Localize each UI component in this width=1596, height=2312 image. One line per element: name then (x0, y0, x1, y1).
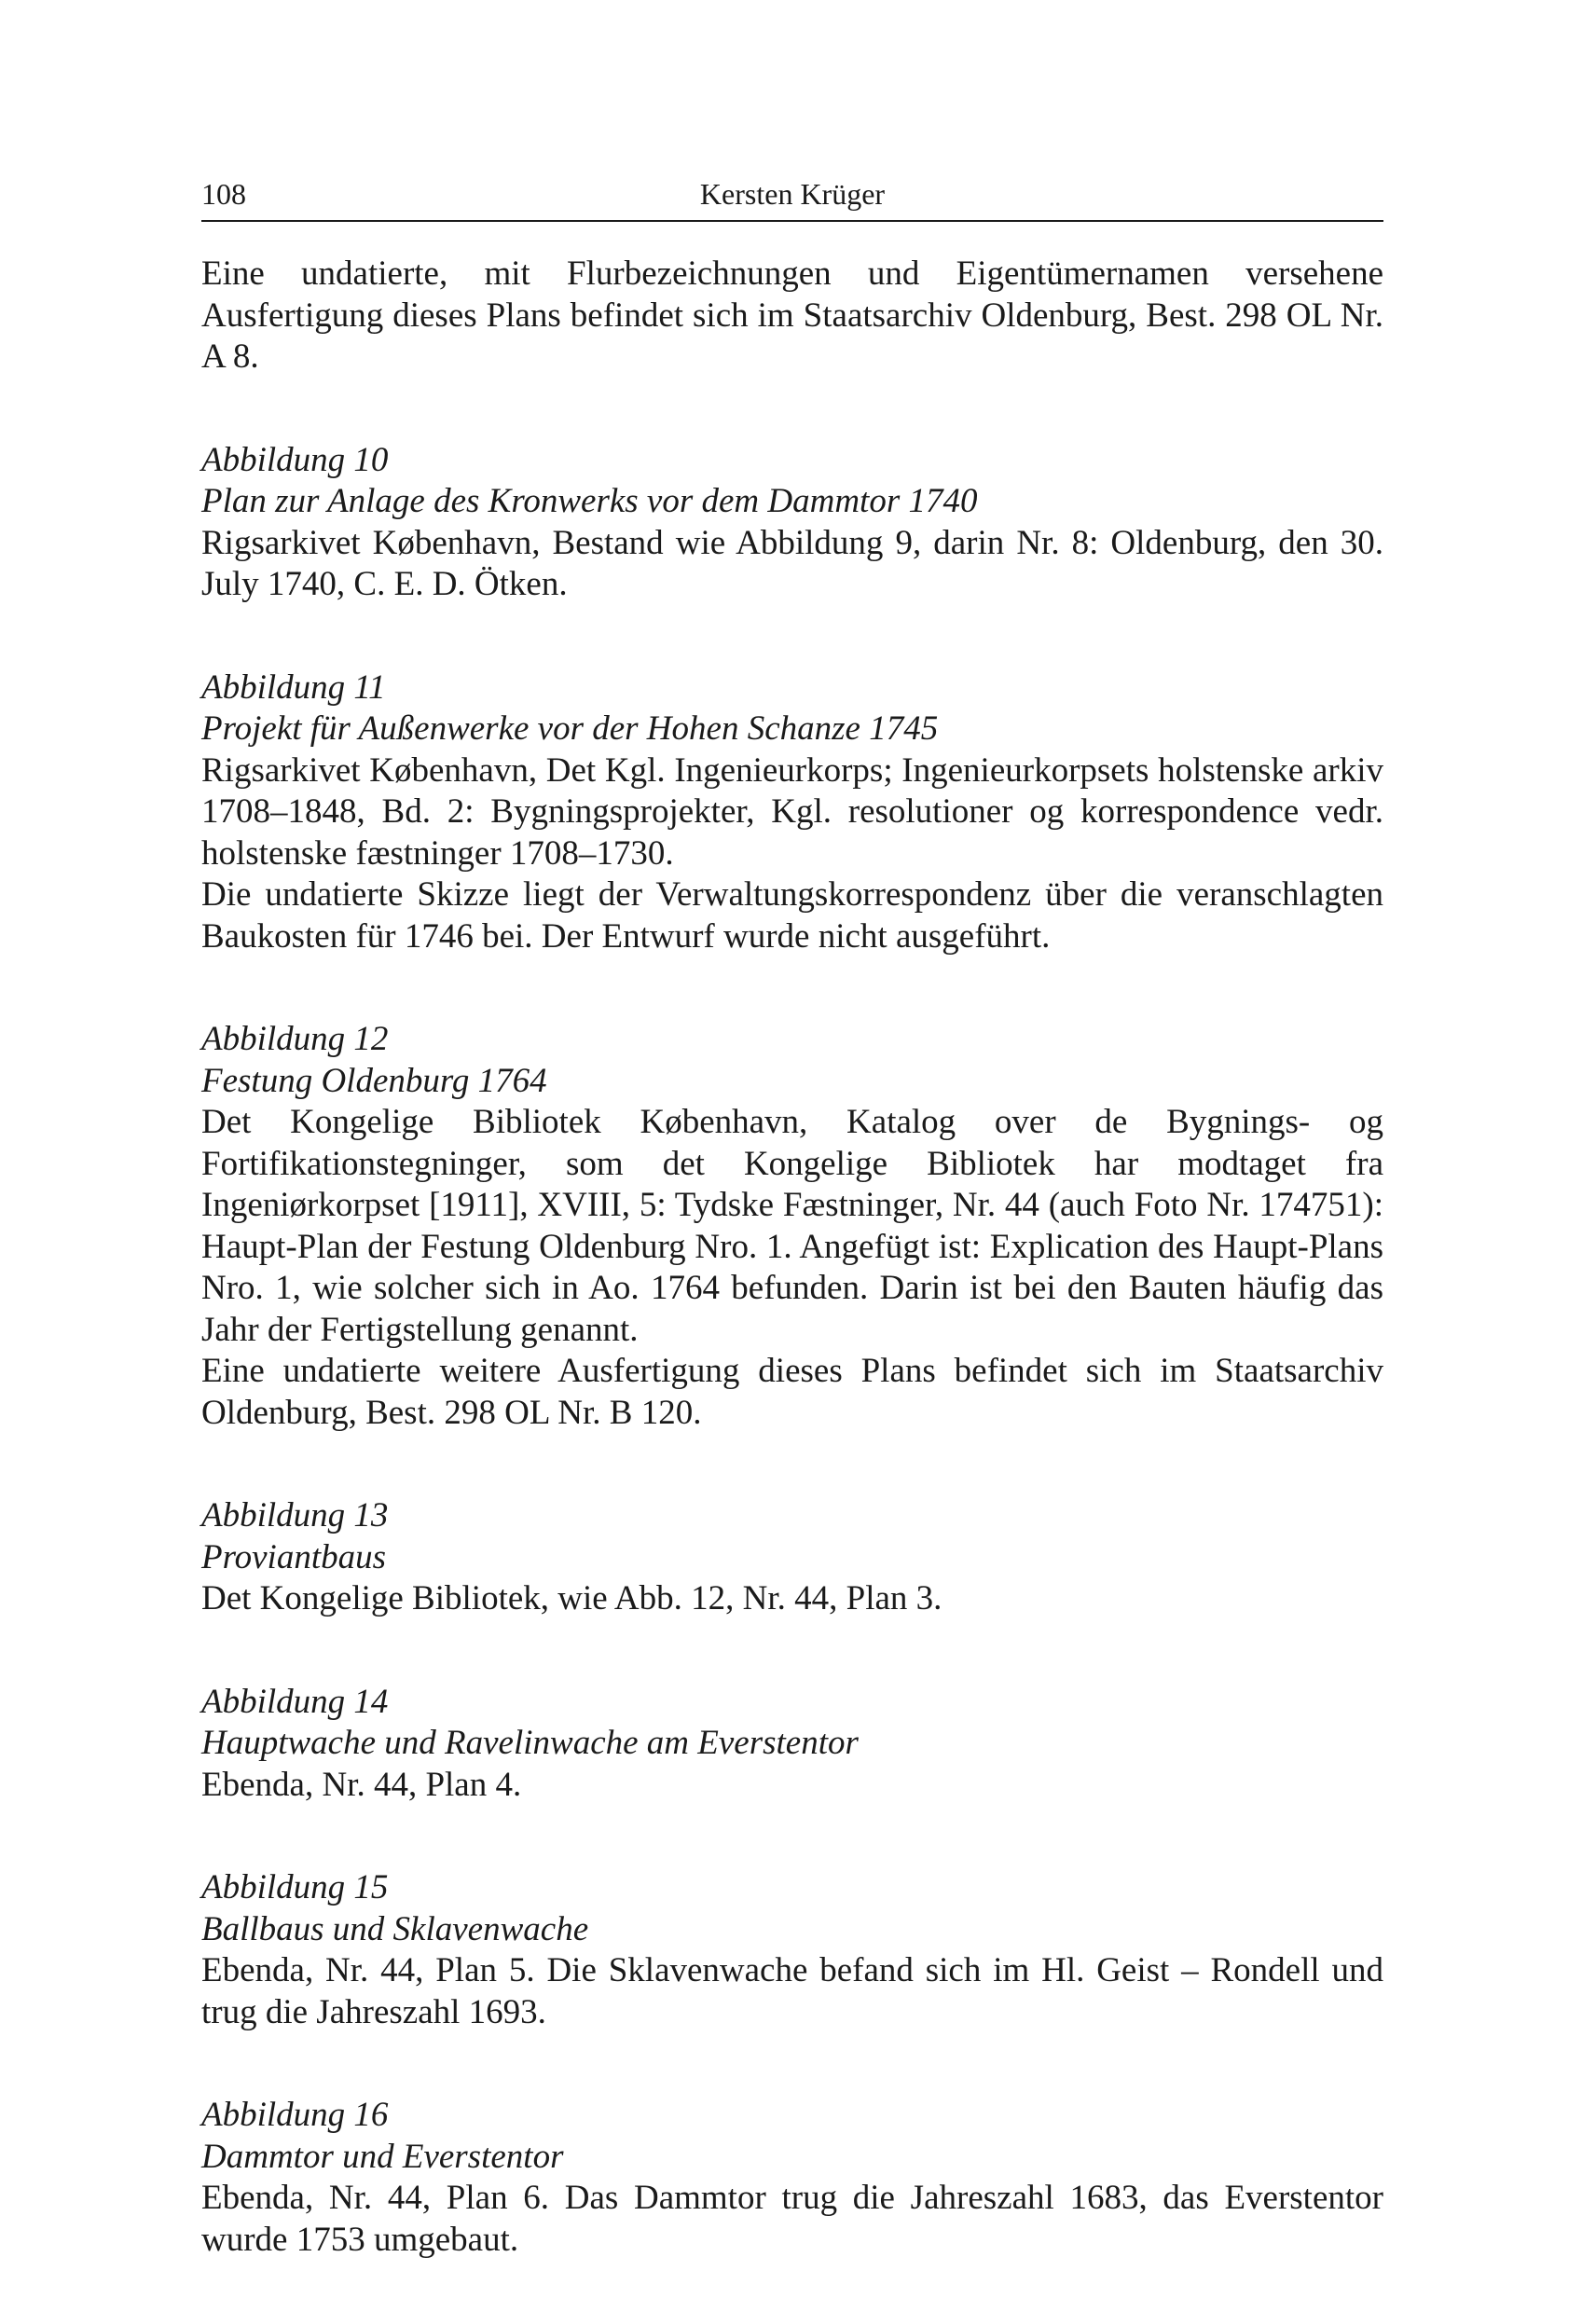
figure-source: Rigsarkivet København, Det Kgl. Ingenieurkorps; Ingenieurkorpsets holstenske arkiv 1708–1848, Bd. 2: Bygningsprojekter, Kgl. resolutioner og korrespondence vedr. holstenske fæstninger 1708–1730. (201, 750, 1383, 873)
figure-caption: Dammtor und Everstentor (201, 2137, 564, 2176)
figure-caption: Ballbaus und Sklavenwache (201, 1909, 589, 1948)
figure-source: Ebenda, Nr. 44, Plan 5. Die Sklavenwache befand sich im Hl. Geist – Rondell und trug die Jahreszahl 1693. (201, 1951, 1383, 2031)
figure-entry-14 (201, 1682, 1383, 1807)
figure-label: Abbildung 13 (201, 1496, 389, 1534)
running-head-author: Kersten Krüger (699, 177, 886, 211)
figure-entry-12 (201, 1019, 1383, 1434)
figure-caption: Plan zur Anlage des Kronwerks vor dem Dammtor 1740 (201, 482, 978, 520)
figure-entry-15 (201, 1867, 1383, 2033)
running-head (201, 170, 1383, 214)
figure-entry-13 (201, 1495, 1383, 1620)
figure-note: Die undatierte Skizze liegt der Verwaltungskorrespondenz über die veranschlagten Baukosten für 1746 bei. Der Entwurf wurde nicht ausgeführt. (201, 875, 1383, 956)
page-number: 108 (201, 177, 246, 211)
figure-entry-11 (201, 667, 1383, 958)
figure-source: Ebenda, Nr. 44, Plan 6. Das Dammtor trug die Jahreszahl 1683, das Everstentor wurde 1753 umgebaut. (201, 2179, 1383, 2259)
figure-source: Det Kongelige Bibliotek, wie Abb. 12, Nr. 44, Plan 3. (201, 1579, 942, 1617)
figure-caption: Proviantbaus (201, 1537, 387, 1576)
figure-caption: Festung Oldenburg 1764 (201, 1061, 547, 1100)
figure-entry-10 (201, 440, 1383, 606)
figure-source: Ebenda, Nr. 44, Plan 4. (201, 1765, 522, 1804)
figure-label: Abbildung 12 (201, 1020, 389, 1058)
figure-label: Abbildung 14 (201, 1682, 389, 1721)
figure-label: Abbildung 10 (201, 440, 389, 479)
intro-paragraph: Eine undatierte, mit Flurbezeichnungen und Eigentümernamen versehene Ausfertigung dieses Plans befindet sich im Staatsarchiv Oldenburg, Best. 298 OL Nr. A 8. (201, 255, 1383, 376)
figure-label: Abbildung 11 (201, 667, 386, 707)
figure-caption: Hauptwache und Ravelinwache am Everstentor (201, 1724, 859, 1762)
body-text (201, 254, 1383, 2261)
figure-label: Abbildung 16 (201, 2096, 389, 2134)
figure-source: Det Kongelige Bibliotek København, Katalog over de Bygnings- og Fortifikationstegninger, som det Kongelige Bibliotek har modtaget fra Ingeniørkorpset [1911], XVIII, 5: Tydske Fæstninger, Nr. 44 (auch Foto Nr. 174751): Haupt-Plan der Festung Oldenburg Nro. 1. Angefügt ist: Explication des Haupt-Plans Nro. 1, wie solcher sich in Ao. 1764 befunden. Darin ist bei den Bauten häufig das Jahr der Fertigstellung genannt. (201, 1103, 1383, 1349)
figure-note: Eine undatierte weitere Ausfertigung dieses Plans befindet sich im Staatsarchiv Oldenburg, Best. 298 OL Nr. B 120. (201, 1352, 1383, 1432)
header-rule (201, 220, 1383, 222)
figure-entry-16 (201, 2095, 1383, 2261)
figure-source: Rigsarkivet København, Bestand wie Abbildung 9, darin Nr. 8: Oldenburg, den 30. July 1740, C. E. D. Ötken. (201, 523, 1383, 603)
figure-label: Abbildung 15 (201, 1868, 389, 1906)
figure-caption: Projekt für Außenwerke vor der Hohen Schanze 1745 (201, 709, 939, 748)
